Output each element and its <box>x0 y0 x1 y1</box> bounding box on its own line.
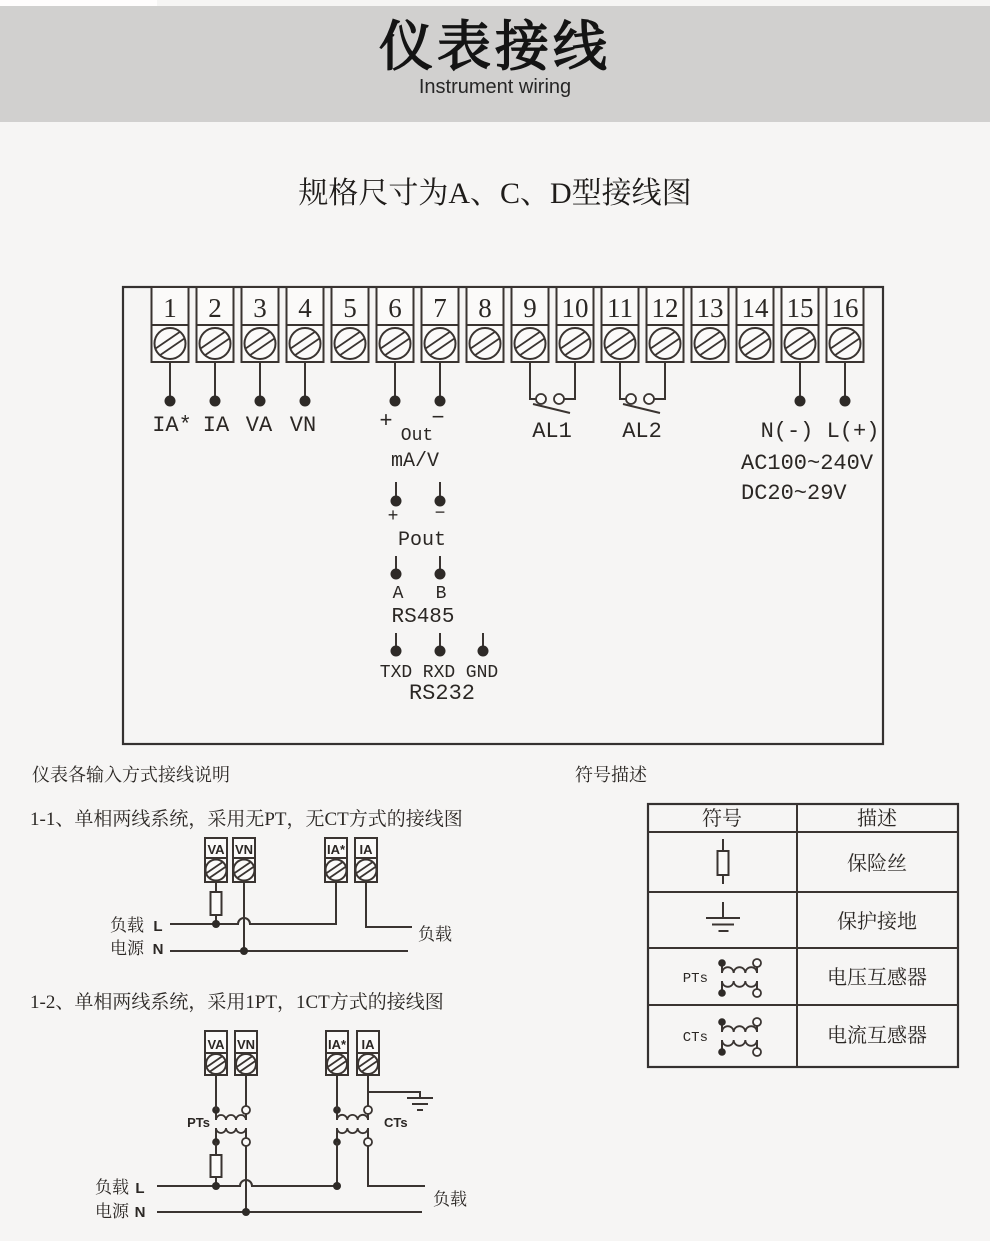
label-source-left: 电源 <box>110 939 144 958</box>
label-rs485-a: A <box>392 584 404 604</box>
mini-terminal-label: IA* <box>326 842 346 857</box>
mini-terminal-label: VN <box>234 842 254 857</box>
label-ia: IA <box>202 413 230 438</box>
mini-terminal-VN <box>235 1031 257 1075</box>
terminal-6 <box>377 287 414 362</box>
terminal-number: 2 <box>208 293 222 323</box>
label-pout: Pout <box>397 529 447 552</box>
table-pt-label: PTs <box>682 971 708 987</box>
terminal-number: 12 <box>651 293 679 323</box>
terminal-7 <box>422 287 459 362</box>
terminal-11 <box>602 287 639 362</box>
mini-terminal-label: IA <box>359 842 373 857</box>
table-fuse-desc: 保险丝 <box>847 853 907 875</box>
table-col-symbol: 符号 <box>702 808 742 830</box>
mini-terminal-VA <box>205 1031 227 1075</box>
diagram-1-2-transformers <box>212 1106 372 1146</box>
fuse-symbol <box>211 1155 222 1177</box>
terminal-14 <box>737 287 774 362</box>
mini-terminal-IA* <box>326 1031 348 1075</box>
mini-terminal-label: IA <box>361 1037 375 1052</box>
label-line-n: N <box>152 941 164 958</box>
terminal-number: 4 <box>298 293 312 323</box>
heading-symbols: 符号描述 <box>575 765 647 785</box>
label-load-right: 负载 <box>433 1190 467 1209</box>
label-ia-star: IA* <box>152 413 192 438</box>
label-power-polarity: N(-) L(+) <box>760 419 880 444</box>
terminal-13 <box>692 287 729 362</box>
terminal-3 <box>242 287 279 362</box>
label-line-l: L <box>153 918 163 935</box>
label-rs485-b: B <box>435 584 447 604</box>
label-pts: PTs <box>187 1115 210 1130</box>
label-rs232: RS232 <box>408 681 476 706</box>
mini-terminal-IA* <box>325 838 347 882</box>
mini-terminal-label: VA <box>207 1037 225 1052</box>
section-title: 规格尺寸为A、C、D型接线图 <box>298 177 692 210</box>
mini-terminal-IA <box>357 1031 379 1075</box>
label-line-l: L <box>135 1180 145 1197</box>
terminal-4 <box>287 287 324 362</box>
mini-terminal-VA <box>205 838 227 882</box>
label-pout-plus: + <box>387 507 399 527</box>
terminal-8 <box>467 287 504 362</box>
diagram-1-2-terminals <box>205 1031 379 1075</box>
fuse-symbol <box>718 851 729 875</box>
terminal-number: 16 <box>831 293 859 323</box>
table-col-desc: 描述 <box>857 808 897 830</box>
page-subtitle-en: Instrument wiring <box>418 76 572 98</box>
table-ct-desc: 电流互感器 <box>827 1025 927 1047</box>
terminal-12 <box>647 287 684 362</box>
terminal-number: 10 <box>561 293 589 323</box>
terminal-number: 15 <box>786 293 814 323</box>
terminal-pins-and-switches <box>165 362 851 657</box>
label-gnd: GND <box>465 663 499 683</box>
label-dc-range: DC20~29V <box>741 481 847 506</box>
terminal-number: 1 <box>163 293 177 323</box>
diagram-1-2-labels <box>95 1115 467 1221</box>
table-transformer-symbols <box>718 959 761 1056</box>
terminal-15 <box>782 287 819 362</box>
diagram-1-1-wiring <box>170 882 412 955</box>
terminal-5 <box>332 287 369 362</box>
label-rs485: RS485 <box>391 606 455 629</box>
label-al2: AL2 <box>622 419 662 444</box>
terminal-number: 3 <box>253 293 267 323</box>
mini-terminal-label: VN <box>236 1037 256 1052</box>
label-load-left: 负载 <box>95 1178 129 1197</box>
mini-terminal-IA <box>355 838 377 882</box>
main-diagram-labels <box>152 406 879 706</box>
label-out: Out <box>400 426 434 446</box>
terminal-number: 6 <box>388 293 402 323</box>
fuse-symbol <box>211 892 222 915</box>
label-txd: TXD <box>379 663 413 683</box>
label-va: VA <box>245 413 273 438</box>
label-out-plus: + <box>379 409 393 434</box>
terminal-number: 5 <box>343 293 357 323</box>
label-pout-minus: − <box>434 504 446 524</box>
mini-terminal-label: VA <box>207 842 225 857</box>
label-out-minus: − <box>431 406 445 431</box>
table-ground-desc: 保护接地 <box>837 911 917 933</box>
terminal-number: 13 <box>696 293 724 323</box>
terminal-1 <box>152 287 189 362</box>
mini-terminal-VN <box>233 838 255 882</box>
label-load-right: 负载 <box>418 925 452 944</box>
label-source-left: 电源 <box>95 1202 129 1221</box>
label-line-n: N <box>134 1204 146 1221</box>
page-title: 仪表接线 <box>379 17 611 77</box>
label-cts: CTs <box>384 1115 408 1130</box>
terminal-strip <box>152 287 864 362</box>
label-load-left: 负载 <box>110 916 144 935</box>
diagram-1-1-terminals <box>205 838 377 882</box>
table-ct-label: CTs <box>682 1030 708 1046</box>
terminal-16 <box>827 287 864 362</box>
terminal-10 <box>557 287 594 362</box>
label-vn: VN <box>289 413 317 438</box>
label-rxd: RXD <box>422 663 456 683</box>
label-out-unit: mA/V <box>390 450 440 473</box>
terminal-number: 8 <box>478 293 492 323</box>
heading-diagram-1-1: 1-1、单相两线系统，采用无PT，无CT方式的接线图 <box>30 809 463 830</box>
terminal-number: 9 <box>523 293 537 323</box>
mini-terminal-label: IA* <box>327 1037 347 1052</box>
terminal-number: 14 <box>741 293 769 323</box>
terminal-9 <box>512 287 549 362</box>
diagram-1-2-wiring <box>157 1075 433 1216</box>
terminal-number: 11 <box>607 293 633 323</box>
label-al1: AL1 <box>532 419 572 444</box>
terminal-2 <box>197 287 234 362</box>
heading-diagram-1-2: 1-2、单相两线系统，采用1PT，1CT方式的接线图 <box>30 992 444 1013</box>
heading-wiring-notes: 仪表各输入方式接线说明 <box>32 765 230 785</box>
table-pt-desc: 电压互感器 <box>827 967 927 989</box>
symbol-table <box>648 804 958 1067</box>
terminal-number: 7 <box>433 293 447 323</box>
ground-symbol <box>706 902 740 931</box>
label-ac-range: AC100~240V <box>741 451 874 476</box>
